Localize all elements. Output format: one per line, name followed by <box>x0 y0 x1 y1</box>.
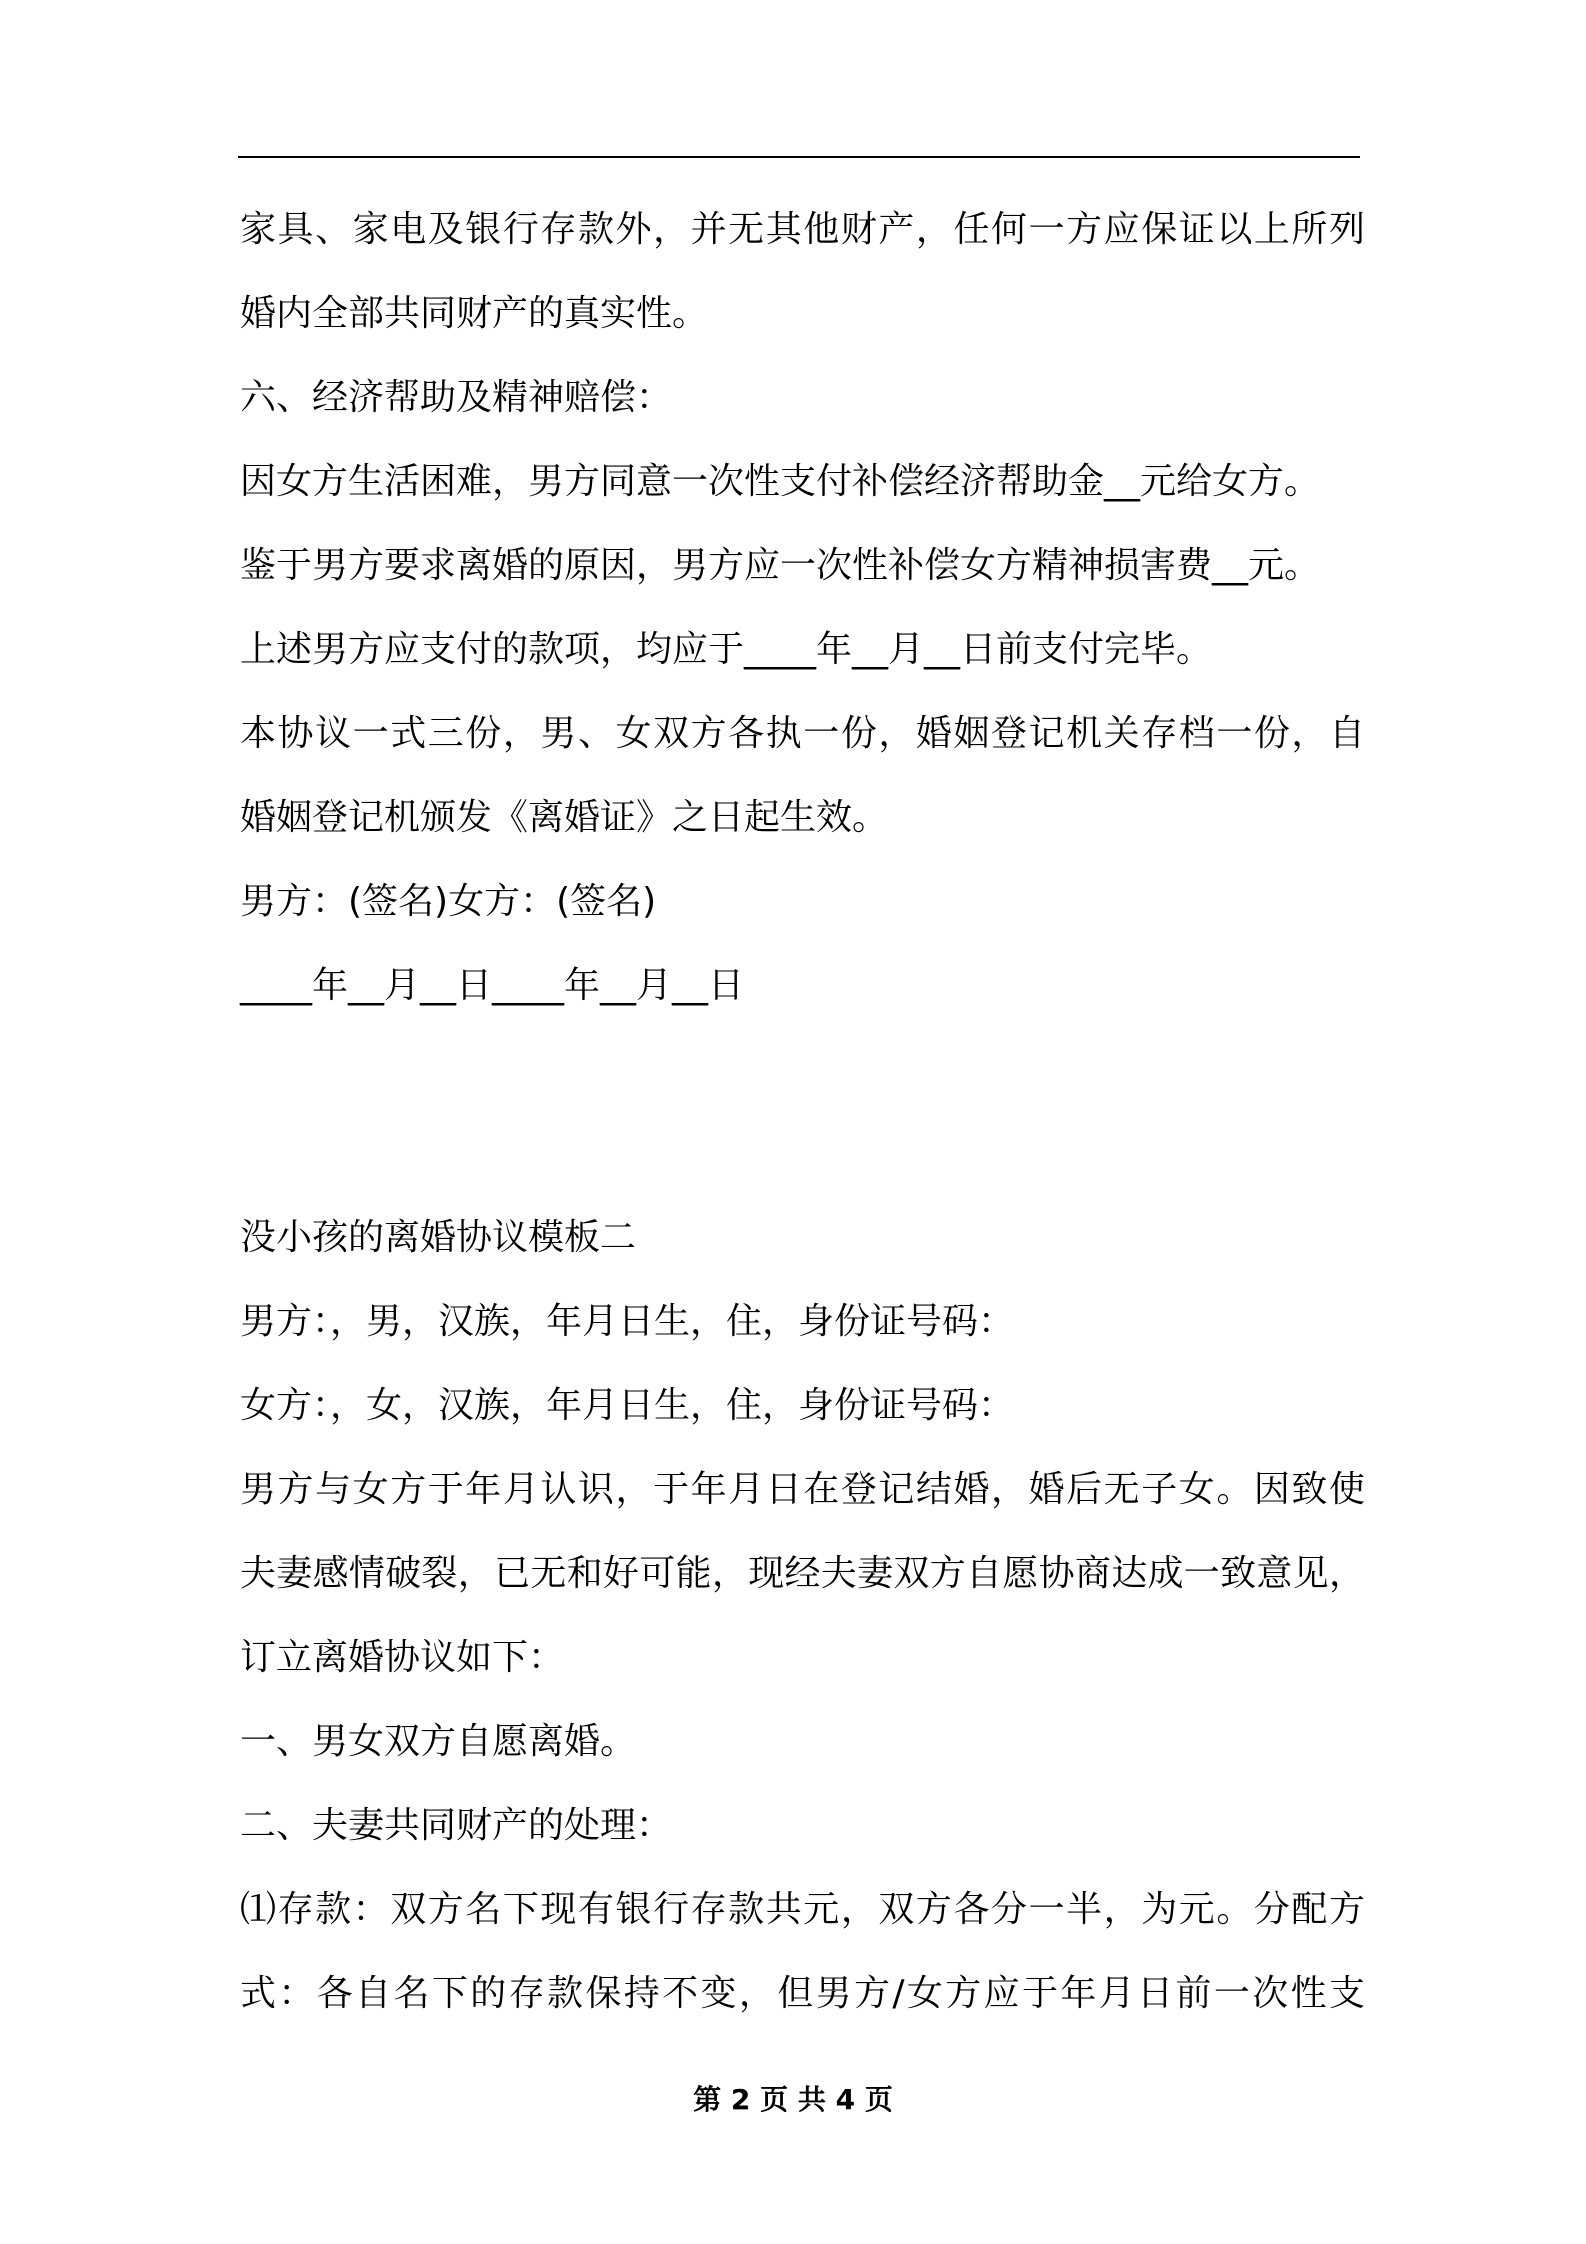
date-line: ____年__月__日____年__月__日 <box>240 965 744 1006</box>
party-female-line: 女方：，女，汉族，年月日生，住，身份证号码： <box>240 1385 1015 1426</box>
paragraph-line: 鉴于男方要求离婚的原因，男方应一次性补偿女方精神损害费__元。 <box>240 545 1321 586</box>
page-number-footer: 第 2 页 共 4 页 <box>693 2083 893 2116</box>
section-heading: 二、夫妻共同财产的处理： <box>240 1805 673 1846</box>
document-body <box>240 188 1365 2036</box>
paragraph-line: 婚内全部共同财产的真实性。 <box>240 293 709 334</box>
paragraph-line: 订立离婚协议如下： <box>240 1637 565 1678</box>
party-male-line: 男方：，男，汉族，年月日生，住，身份证号码： <box>240 1301 1015 1342</box>
paragraph-line: ⑴存款：双方名下现有银行存款共元，双方各分一半，为元。分配方 <box>240 1889 1365 1930</box>
document-title: 没小孩的离婚协议模板二 <box>240 1217 637 1258</box>
signature-line: 男方：(签名)女方：(签名) <box>240 881 657 922</box>
paragraph-line: 男方与女方于年月认识，于年月日在登记结婚，婚后无子女。因致使 <box>240 1469 1365 1510</box>
paragraph-line: 夫妻感情破裂，已无和好可能，现经夫妻双方自愿协商达成一致意见， <box>240 1553 1365 1594</box>
header-rule <box>238 156 1360 158</box>
paragraph-line: 婚姻登记机颁发《离婚证》之日起生效。 <box>240 797 889 838</box>
section-gap <box>240 1028 1365 1196</box>
paragraph-line: 上述男方应支付的款项，均应于____年__月__日前支付完毕。 <box>240 629 1213 670</box>
paragraph-line: 因女方生活困难，男方同意一次性支付补偿经济帮助金__元给女方。 <box>240 461 1321 502</box>
paragraph-line: 式：各自名下的存款保持不变，但男方/女方应于年月日前一次性支 <box>240 1973 1365 2014</box>
clause-line: 一、男女双方自愿离婚。 <box>240 1721 637 1762</box>
paragraph-line: 本协议一式三份，男、女双方各执一份，婚姻登记机关存档一份，自 <box>240 713 1365 754</box>
paragraph-line: 家具、家电及银行存款外，并无其他财产，任何一方应保证以上所列 <box>240 209 1365 250</box>
section-heading: 六、经济帮助及精神赔偿： <box>240 377 673 418</box>
